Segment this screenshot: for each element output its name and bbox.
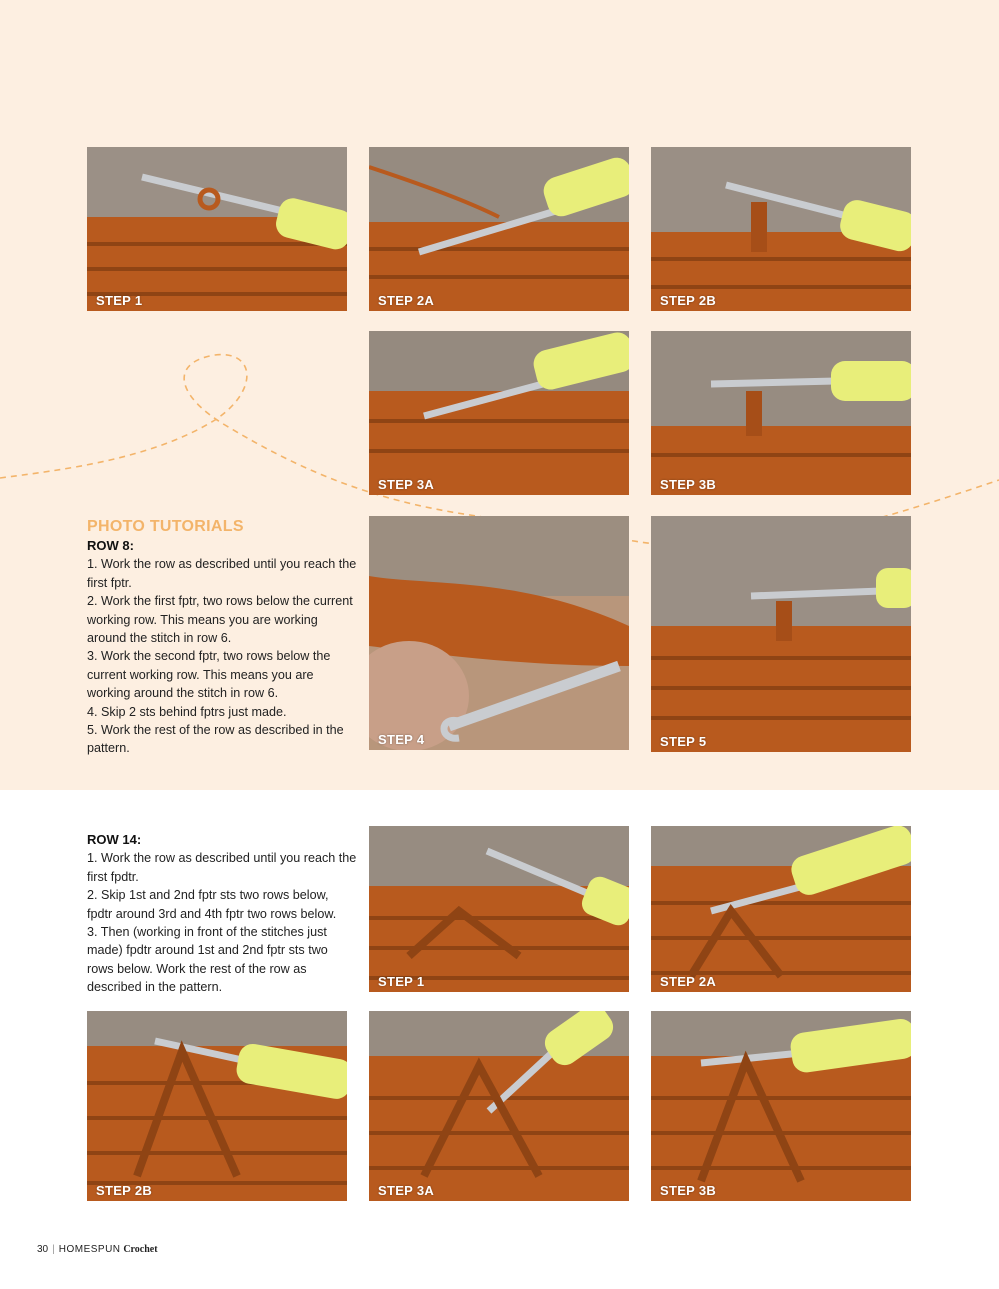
row14-instructions	[87, 831, 357, 997]
page-number: 30	[37, 1244, 49, 1255]
photo-row14-step2b	[87, 1011, 347, 1201]
photo-row8-step2b	[651, 147, 911, 311]
step-label: STEP 2B	[96, 1183, 153, 1198]
step-label: STEP 1	[378, 974, 425, 989]
step-label: STEP 3B	[660, 477, 717, 492]
step-label: STEP 2A	[378, 293, 435, 308]
magazine-name: HOMESPUN	[58, 1244, 121, 1255]
row-title: ROW 14:	[87, 832, 142, 847]
photo-row8-step1	[87, 147, 347, 311]
row-title: ROW 8:	[87, 538, 134, 553]
photo-row14-step3b	[651, 1011, 911, 1201]
photo-row8-step3b	[651, 331, 911, 495]
step-label: STEP 3A	[378, 1183, 435, 1198]
photo-row8-step4	[369, 516, 629, 750]
step-label: STEP 1	[96, 293, 143, 308]
instruction-line: 1. Work the row as described until you reach the first fptr.	[87, 557, 357, 590]
step-label: STEP 4	[378, 732, 425, 747]
magazine-subtitle: Crochet	[123, 1244, 158, 1255]
instruction-line: 3. Work the second fptr, two rows below the current working row. This means you are working around the stitch in row 6.	[87, 649, 331, 701]
step-label: STEP 3B	[660, 1183, 717, 1198]
instruction-line: 3. Then (working in front of the stitches just made) fpdtr around 1st and 2nd fptr sts two rows below. Work the rest of the row as described in the pattern.	[87, 925, 328, 995]
photo-row14-step3a	[369, 1011, 629, 1201]
row8-instructions	[87, 517, 357, 758]
instruction-line: 2. Skip 1st and 2nd fptr sts two rows below, fpdtr around 3rd and 4th fptr two rows below.	[87, 888, 337, 921]
instruction-line: 1. Work the row as described until you reach the first fpdtr.	[87, 851, 357, 884]
instruction-line: 2. Work the first fptr, two rows below the current working row. This means you are working around the stitch in row 6.	[87, 594, 353, 646]
page-footer: 30 | HOMESPUN Crochet	[37, 1244, 158, 1255]
instruction-line: 5. Work the rest of the row as described in the pattern.	[87, 723, 344, 756]
step-label: STEP 2A	[660, 974, 717, 989]
step-label: STEP 3A	[378, 477, 435, 492]
photo-row8-step5	[651, 516, 911, 752]
photo-row14-step2a	[651, 826, 911, 992]
section-heading: PHOTO TUTORIALS	[87, 518, 244, 535]
photo-row14-step1	[369, 826, 629, 992]
step-label: STEP 5	[660, 734, 707, 749]
instruction-line: 4. Skip 2 sts behind fptrs just made.	[87, 704, 287, 719]
photo-row8-step2a	[369, 147, 629, 311]
photo-row8-step3a	[369, 331, 629, 495]
step-label: STEP 2B	[660, 293, 717, 308]
